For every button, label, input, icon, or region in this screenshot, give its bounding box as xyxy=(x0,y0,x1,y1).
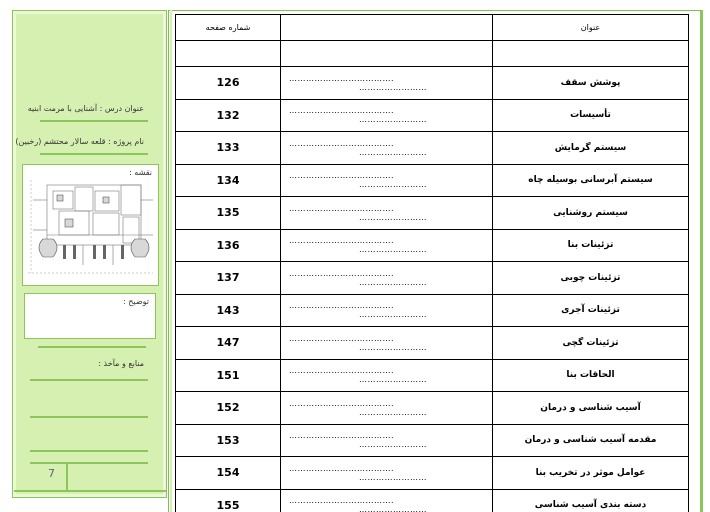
sidebar-divider xyxy=(14,490,166,492)
section-title-cell: تزئینات آجری xyxy=(493,294,689,327)
empty-cell xyxy=(281,41,493,67)
leader-dots-cell xyxy=(281,229,493,262)
page-number-cell: 152 xyxy=(176,392,281,425)
leader-dots-line2: …………………… xyxy=(359,310,427,320)
leader-dots xyxy=(281,334,492,352)
leader-dots xyxy=(281,171,492,189)
table-row xyxy=(176,327,689,360)
leader-dots xyxy=(281,301,492,319)
leader-dots xyxy=(281,106,492,124)
table-row xyxy=(176,359,689,392)
page-number-cell: 132 xyxy=(176,99,281,132)
table-row xyxy=(176,424,689,457)
leader-dots-line1: ………………………………. xyxy=(289,301,395,311)
page-number-cell: 154 xyxy=(176,457,281,490)
header-title: عنوان xyxy=(493,15,689,41)
leader-dots-line1: ………………………………. xyxy=(289,268,395,278)
table-row xyxy=(176,262,689,295)
sidebar-divider xyxy=(38,346,146,348)
table-row-empty xyxy=(176,41,689,67)
page-number-cell: 151 xyxy=(176,359,281,392)
table-row xyxy=(176,99,689,132)
leader-dots xyxy=(281,496,492,512)
leader-dots xyxy=(281,204,492,222)
leader-dots-line1: ………………………………. xyxy=(289,106,395,116)
section-title-cell: آسیب شناسی و درمان xyxy=(493,392,689,425)
leader-dots-cell xyxy=(281,164,493,197)
lesson-title: عنوان درس : آشنایی با مرمت ابنیه xyxy=(27,104,144,113)
table-row xyxy=(176,229,689,262)
header-page-number: شماره صفحه xyxy=(176,15,281,41)
section-title-cell: تزئینات گچی xyxy=(493,327,689,360)
page-number-cell: 126 xyxy=(176,67,281,100)
leader-dots-line2: …………………… xyxy=(359,440,427,450)
table-row xyxy=(176,197,689,230)
leader-dots-line1: ………………………………. xyxy=(289,463,395,473)
leader-dots xyxy=(281,399,492,417)
sidebar-divider xyxy=(30,379,148,381)
page-number-cell: 147 xyxy=(176,327,281,360)
page-number-cell: 153 xyxy=(176,424,281,457)
section-title-cell: پوشش سقف xyxy=(493,67,689,100)
leader-dots xyxy=(281,236,492,254)
leader-dots-line1: ………………………………. xyxy=(289,73,395,83)
leader-dots-line2: …………………… xyxy=(359,115,427,125)
leader-dots-line1: ………………………………. xyxy=(289,431,395,441)
leader-dots-cell xyxy=(281,392,493,425)
page-number-cell: 135 xyxy=(176,197,281,230)
sidebar-divider xyxy=(66,462,68,490)
leader-dots xyxy=(281,431,492,449)
leader-dots-cell xyxy=(281,424,493,457)
leader-dots-line2: …………………… xyxy=(359,277,427,287)
leader-dots xyxy=(281,366,492,384)
leader-dots xyxy=(281,139,492,157)
sidebar-divider xyxy=(30,416,148,418)
page-number-cell: 137 xyxy=(176,262,281,295)
project-name: نام پروژه : قلعه سالار محتشم (رخبین) xyxy=(15,137,144,146)
section-title-cell: تزئینات بنا xyxy=(493,229,689,262)
section-title-cell: مقدمه آسیب شناسی و درمان xyxy=(493,424,689,457)
table-row xyxy=(176,132,689,165)
section-title-cell: الحاقات بنا xyxy=(493,359,689,392)
page-number-cell: 143 xyxy=(176,294,281,327)
leader-dots-cell xyxy=(281,327,493,360)
leader-dots-line1: ………………………………. xyxy=(289,203,395,213)
table-of-contents xyxy=(175,14,689,512)
plan-label: نقشه : xyxy=(129,168,152,177)
section-title-cell: تزئینات چوبی xyxy=(493,262,689,295)
plan-box xyxy=(22,164,159,286)
floor-plan-drawing xyxy=(23,165,158,285)
section-title-cell: سیستم آبرسانی بوسیله چاه xyxy=(493,164,689,197)
section-title-cell: تأسیسات xyxy=(493,99,689,132)
header-spacer xyxy=(281,15,493,41)
page-number-cell: 155 xyxy=(176,489,281,512)
leader-dots-cell xyxy=(281,294,493,327)
leader-dots-cell xyxy=(281,67,493,100)
page-number-cell: 133 xyxy=(176,132,281,165)
leader-dots-cell xyxy=(281,457,493,490)
page-number: 7 xyxy=(48,467,55,480)
leader-dots-line2: …………………… xyxy=(359,505,427,512)
leader-dots-line2: …………………… xyxy=(359,212,427,222)
leader-dots-line2: …………………… xyxy=(359,472,427,482)
section-title-cell: سیستم گرمایش xyxy=(493,132,689,165)
leader-dots-line1: ………………………………. xyxy=(289,366,395,376)
leader-dots-line1: ………………………………. xyxy=(289,171,395,181)
empty-cell xyxy=(176,41,281,67)
description-label: توضیح : xyxy=(123,297,149,306)
leader-dots-line2: …………………… xyxy=(359,245,427,255)
section-title-cell: دسته بندی آسیب شناسی xyxy=(493,489,689,512)
leader-dots xyxy=(281,464,492,482)
leader-dots-cell xyxy=(281,99,493,132)
page-number-cell: 136 xyxy=(176,229,281,262)
leader-dots xyxy=(281,74,492,92)
table-row xyxy=(176,457,689,490)
sidebar-divider xyxy=(40,120,148,122)
leader-dots-line1: ………………………………. xyxy=(289,333,395,343)
page-number-cell: 134 xyxy=(176,164,281,197)
leader-dots-cell xyxy=(281,262,493,295)
leader-dots-cell xyxy=(281,197,493,230)
table-row xyxy=(176,294,689,327)
leader-dots-line2: …………………… xyxy=(359,147,427,157)
table-row xyxy=(176,392,689,425)
content-gutter xyxy=(170,10,172,512)
leader-dots-line2: …………………… xyxy=(359,180,427,190)
sidebar-divider xyxy=(30,462,148,464)
sidebar-divider xyxy=(40,153,148,155)
leader-dots-line2: …………………… xyxy=(359,82,427,92)
leader-dots-line2: …………………… xyxy=(359,375,427,385)
leader-dots-line1: ………………………………. xyxy=(289,496,395,506)
empty-cell xyxy=(493,41,689,67)
table-row xyxy=(176,164,689,197)
sidebar-divider xyxy=(30,450,148,452)
table-header-row xyxy=(176,15,689,41)
leader-dots-line1: ………………………………. xyxy=(289,236,395,246)
leader-dots-line2: …………………… xyxy=(359,342,427,352)
leader-dots-line1: ………………………………. xyxy=(289,138,395,148)
table-row xyxy=(176,67,689,100)
sources-label: منابع و مآخذ : xyxy=(98,359,144,368)
table-row xyxy=(176,489,689,512)
section-title-cell: سیستم روشنایی xyxy=(493,197,689,230)
leader-dots-line1: ………………………………. xyxy=(289,398,395,408)
leader-dots-cell xyxy=(281,132,493,165)
leader-dots-cell xyxy=(281,359,493,392)
section-title-cell: عوامل موثر در تخریب بنا xyxy=(493,457,689,490)
leader-dots-line2: …………………… xyxy=(359,407,427,417)
leader-dots-cell xyxy=(281,489,493,512)
leader-dots xyxy=(281,269,492,287)
description-box xyxy=(24,293,156,339)
